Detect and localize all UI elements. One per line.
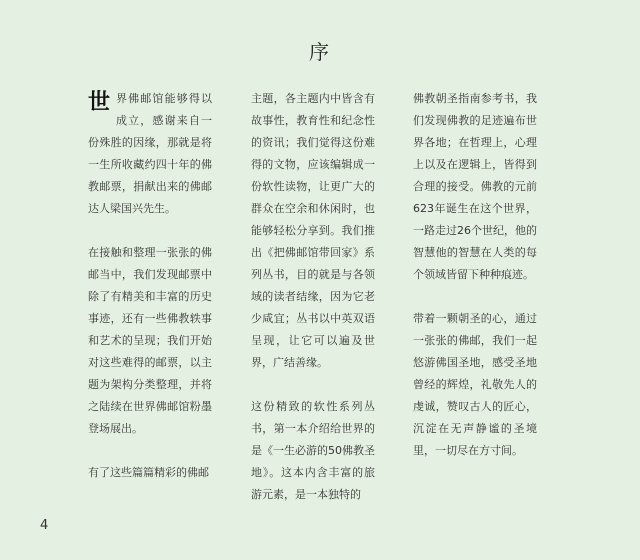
paragraph-text: 主题，各主题内中皆含有故事性，教育性和纪念性的资讯；我们觉得这份难得的文物，应该编辑成一份软性读物，让更广大的群众在空余和休闲时，也能够轻松分享到。我们推出《把佛邮馆带回家》系列丛书，目的就是与各领域的读者结缘，因为它老少咸宜；丛书以中英双语呈现，让它可以遍及世界，广结善缘。 <box>251 92 375 369</box>
paragraph <box>251 396 375 506</box>
text-column-1 <box>88 88 212 506</box>
paragraph <box>88 462 212 484</box>
paragraph-text: 这份精致的软性系列丛书，第一本介绍给世界的是《一生必游的50佛教圣地》。这本内含丰富的旅游元素，是一本独特的 <box>251 400 375 501</box>
text-column-2 <box>251 88 375 528</box>
page-number: 4 <box>40 518 49 533</box>
paragraph <box>413 88 537 286</box>
paragraph <box>413 308 537 462</box>
paragraph-text: 在接触和整理一张张的佛邮当中，我们发现邮票中除了有精美和丰富的历史事迹，还有一些佛教轶事和艺术的呈现；我们开始对这些难得的邮票，以主题为架构分类整理，并将之陆续在世界佛邮馆粉墨登场展出。 <box>88 246 212 435</box>
text-column-3 <box>413 88 537 484</box>
paragraph-text: 带着一颗朝圣的心，通过一张张的佛邮，我们一起悠游佛国圣地，感受圣地曾经的辉煌，礼敬先人的虔诚，赞叹古人的匠心，沉淀在无声静谧的圣境里，一切尽在方寸间。 <box>413 312 537 457</box>
paragraph-text: 界佛邮馆能够得以成立，感谢来自一份殊胜的因缘，那就是将一生所收藏约四十年的佛教邮票，捐献出来的佛邮达人梁国兴先生。 <box>88 92 212 215</box>
page-title: 序 <box>309 40 331 64</box>
paragraph <box>88 88 212 220</box>
paragraph <box>88 242 212 440</box>
paragraph-text: 有了这些篇篇精彩的佛邮 <box>88 466 209 479</box>
paragraph <box>251 88 375 374</box>
paragraph-text: 佛教朝圣指南参考书，我们发现佛教的足迹遍布世界各地；在哲理上，心理上以及在逻辑上，皆得到合理的接受。佛教的元前623年诞生在这个世界，一路走过26个世纪，他的智慧他的智慧在人类的每个领域皆留下种种痕迹。 <box>413 92 537 281</box>
drop-cap: 世 <box>88 90 111 115</box>
